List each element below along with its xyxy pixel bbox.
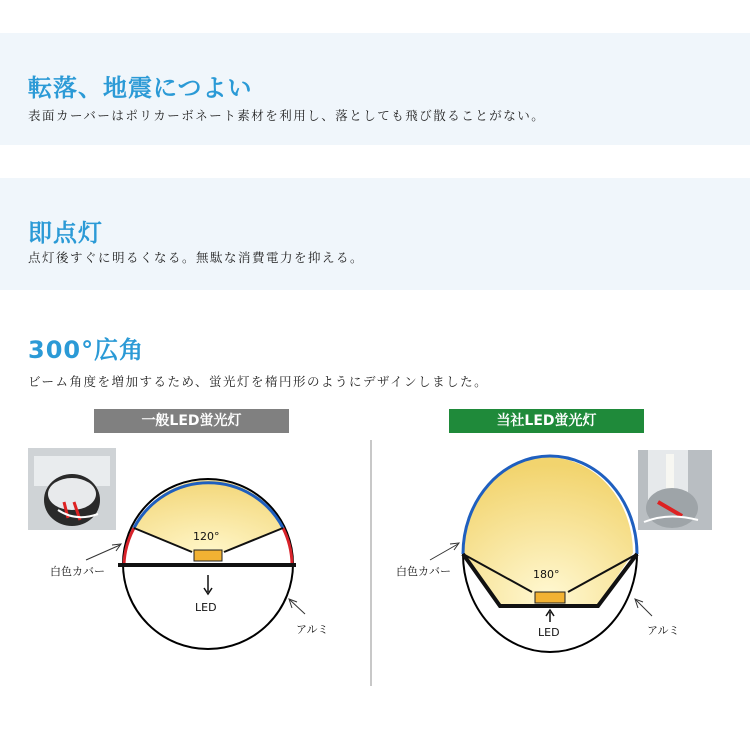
section-text-shock: 表面カーバーはポリカーボネート素材を利用し、落としても飛び散ることがない。: [28, 108, 546, 123]
angle-label-right: 180°: [533, 568, 560, 581]
our-led-diagram: [430, 456, 652, 652]
alu-label-left: アルミ: [296, 623, 329, 636]
label-general-led: 一般LED蛍光灯: [94, 409, 289, 433]
led-label-left: LED: [195, 601, 217, 614]
angle-label-left: 120°: [193, 530, 220, 543]
section-title-instant: 即点灯: [28, 219, 103, 247]
cover-label-right: 白色カバー: [396, 565, 451, 578]
led-chip-right: [535, 592, 565, 603]
section-text-instant: 点灯後すぐに明るくなる。無駄な消費電力を抑える。: [28, 250, 365, 265]
section-title-wide-angle: 300°広角: [28, 336, 145, 364]
section-text-wide-angle: ビーム角度を増加するため、蛍光灯を楕円形のようにデザインしました。: [28, 374, 489, 389]
led-chip-left: [194, 550, 222, 561]
section-title-shock: 転落、地震につよい: [28, 74, 253, 102]
label-our-led: 当社LED蛍光灯: [449, 409, 644, 433]
alu-label-right: アルミ: [647, 624, 680, 637]
led-label-right: LED: [538, 626, 560, 639]
general-led-diagram: [86, 479, 305, 649]
cover-label-left: 白色カバー: [50, 565, 105, 578]
